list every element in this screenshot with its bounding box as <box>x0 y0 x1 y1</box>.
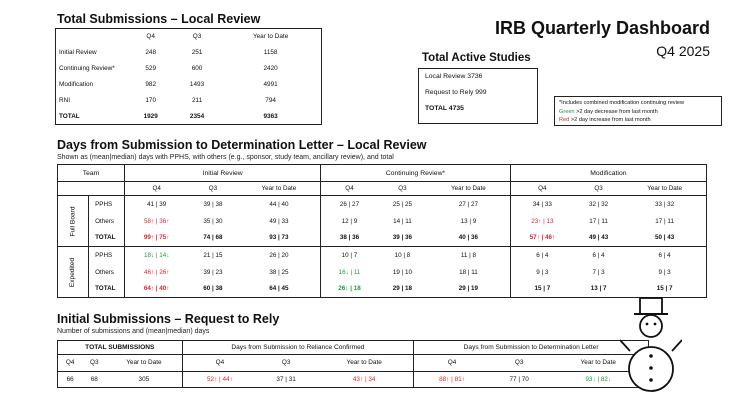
col-q3: Q3 <box>188 182 237 196</box>
table-cell: 7 | 3 <box>592 268 605 276</box>
table-cell: 6 | 4 <box>510 247 574 264</box>
table-cell: 26 | 27 <box>321 196 378 213</box>
table-cell: 29 | 19 <box>458 285 479 293</box>
table-cell: 13 | 7 <box>590 285 607 293</box>
local-review-title: Total Submissions – Local Review <box>57 12 261 26</box>
col-q4: Q4 <box>321 182 378 196</box>
note-red-word: Red <box>559 117 570 123</box>
table-cell: 88↑ | 81↑ <box>414 371 490 387</box>
table-cell: 39 | 38 <box>203 200 223 208</box>
header-q4: Q4 <box>146 33 155 41</box>
cell-q4: 1929 <box>143 112 158 120</box>
table-cell: 39 | 23 <box>203 268 223 276</box>
days-title: Days from Submission to Determination Letter – Local Review <box>57 138 427 152</box>
table-cell: 52↑ | 44↑ <box>182 371 257 387</box>
table-cell: 14 | 11 <box>393 217 412 225</box>
section-label-text: Expedited <box>69 257 77 287</box>
col-q4: Q4 <box>182 355 257 371</box>
table-row <box>58 264 707 281</box>
note-line-2 <box>559 108 717 117</box>
note-line-1: *Includes combined modification continuing review <box>559 100 684 106</box>
group-initial-review: Initial Review <box>125 165 321 182</box>
col-q3: Q3 <box>257 355 315 371</box>
table-cell: 44 | 40 <box>269 200 289 208</box>
row-label: PPHS <box>95 200 113 208</box>
table-cell: 40 | 36 <box>458 234 479 242</box>
header-ytd: Year to Date <box>252 33 289 41</box>
dashboard-title: IRB Quarterly Dashboard <box>494 18 710 38</box>
table-row-total <box>56 109 322 125</box>
table-cell: 38 | 36 <box>321 230 378 247</box>
rely-title: Initial Submissions – Request to Rely <box>57 312 280 326</box>
cell-ytd: 2420 <box>263 65 278 72</box>
row-label: Others <box>95 217 114 225</box>
table-cell: 11 | 8 <box>427 247 510 264</box>
col-ytd: Year to Date <box>106 355 182 371</box>
cell-q3: 2354 <box>189 112 205 120</box>
col-q4: Q4 <box>58 355 83 371</box>
row-label: Others <box>95 268 114 276</box>
group-modification: Modification <box>510 165 706 182</box>
table-cell: 68 <box>90 375 98 383</box>
table-cell: 15 | 7 <box>656 285 673 293</box>
note-line-3 <box>559 116 717 125</box>
table-cell: 38 | 25 <box>269 268 289 276</box>
cell-q4: 982 <box>145 81 157 88</box>
rely-subtitle: Number of submissions and (mean|median) days <box>57 328 210 335</box>
table-cell: 74 | 68 <box>203 234 223 242</box>
row-label: RNI <box>59 97 71 104</box>
active-local-review: Local Review 3736 <box>425 73 483 80</box>
table-row <box>56 61 322 77</box>
active-studies-title: Total Active Studies <box>422 52 531 64</box>
cell-q3: 211 <box>191 97 203 104</box>
section-label <box>58 196 89 247</box>
table-cell: 15 | 7 <box>510 281 574 298</box>
table-cell: 23↑ | 13 <box>510 213 574 230</box>
table-row <box>58 213 707 230</box>
col-q4: Q4 <box>125 182 189 196</box>
cell-q4: 170 <box>145 97 157 104</box>
row-label: Continuing Review* <box>59 65 115 72</box>
table-cell: 66 <box>66 375 74 383</box>
group-continuing-review: Continuing Review* <box>321 165 511 182</box>
cell-ytd: 9363 <box>263 112 278 120</box>
table-cell: 27 | 27 <box>458 200 478 208</box>
table-cell: 77 | 70 <box>509 375 529 383</box>
group-header-row <box>58 341 649 355</box>
col-q3: Q3 <box>574 182 623 196</box>
team-header: Team <box>58 165 125 182</box>
table-cell: 35 | 30 <box>203 217 223 225</box>
table-cell: 10 | 7 <box>321 247 378 264</box>
table-cell: 58↑ | 36↑ <box>125 213 189 230</box>
table-cell: 93↓ | 82↓ <box>585 375 612 383</box>
table-cell: 33 | 32 <box>655 200 675 208</box>
cell-ytd: 1158 <box>263 49 278 56</box>
table-cell: 49 | 33 <box>269 217 289 225</box>
col-q3: Q3 <box>378 182 427 196</box>
table-cell: 99↑ | 75↑ <box>125 230 189 247</box>
row-label: Modification <box>59 81 94 88</box>
table-cell: 64↑ | 40↑ <box>125 281 189 298</box>
col-ytd: Year to Date <box>427 182 510 196</box>
group-total-submissions: TOTAL SUBMISSIONS <box>58 341 183 355</box>
days-subtitle: Shown as (mean|median) days with PPHS, with others (e.g., sponsor, study team, ancillary review), and total <box>57 154 394 161</box>
dashboard-period: Q4 2025 <box>656 43 710 59</box>
table-row-total <box>58 281 707 298</box>
cell-q3: 251 <box>191 49 203 56</box>
rely-table <box>57 340 649 388</box>
group-reliance-confirmed: Days from Submission to Reliance Confirmed <box>182 341 414 355</box>
local-review-table <box>55 28 322 125</box>
table-row <box>58 371 649 387</box>
col-ytd: Year to Date <box>315 355 414 371</box>
team-blank <box>58 182 125 196</box>
table-row <box>56 77 322 93</box>
cell-ytd: 4991 <box>263 81 278 88</box>
group-determination-letter: Days from Submission to Determination Letter <box>414 341 649 355</box>
row-label: PPHS <box>89 247 125 264</box>
days-table <box>57 164 707 298</box>
table-cell: 49 | 43 <box>588 234 609 242</box>
cell-q4: 248 <box>145 49 157 56</box>
table-row <box>56 93 322 109</box>
table-cell: 50 | 43 <box>654 234 675 242</box>
col-q4: Q4 <box>510 182 574 196</box>
cell-q3: 1493 <box>189 81 205 88</box>
table-row <box>58 196 707 213</box>
col-q3: Q3 <box>82 355 106 371</box>
header-q3: Q3 <box>192 33 202 41</box>
row-label: TOTAL <box>59 112 80 120</box>
table-cell: 37 | 31 <box>276 375 296 383</box>
table-row <box>58 247 707 264</box>
table-header-row <box>56 29 322 45</box>
col-q3: Q3 <box>490 355 549 371</box>
table-cell: 32 | 32 <box>589 200 609 208</box>
active-studies-box <box>418 68 538 124</box>
table-cell: 18 | 11 <box>459 268 478 276</box>
table-cell: 21 | 15 <box>188 247 237 264</box>
group-header-row <box>58 165 707 182</box>
table-cell: 43↑ | 34 <box>352 375 376 383</box>
col-ytd: Year to Date <box>238 182 321 196</box>
table-cell: 46↑ | 26↑ <box>125 264 189 281</box>
note-red-text: >2 day increase from last month <box>569 117 651 123</box>
table-cell: 16↓ | 11 <box>321 264 378 281</box>
cell-q4: 529 <box>145 65 157 72</box>
table-cell: 60 | 38 <box>203 285 223 293</box>
table-cell: 26 | 20 <box>238 247 321 264</box>
section-label-text: Full Board <box>69 205 77 237</box>
table-cell: 57↑ | 46↑ <box>510 230 574 247</box>
col-q4: Q4 <box>414 355 490 371</box>
row-label: TOTAL <box>95 234 116 242</box>
table-cell: 34 | 33 <box>510 196 574 213</box>
cell-q3: 600 <box>191 65 203 72</box>
column-header-row <box>58 182 707 196</box>
table-cell: 39 | 36 <box>392 234 413 242</box>
note-green-word: Green <box>559 108 575 115</box>
days-table-body <box>58 196 707 298</box>
table-cell: 25 | 25 <box>392 200 412 208</box>
row-label: Initial Review <box>59 49 97 56</box>
section-label <box>58 247 89 298</box>
table-cell: 305 <box>138 375 150 383</box>
col-ytd: Year to Date <box>623 182 706 196</box>
col-ytd: Year to Date <box>549 355 649 371</box>
table-cell: 6 | 4 <box>574 247 623 264</box>
table-cell: 41 | 39 <box>125 196 189 213</box>
table-cell: 26↓ | 18 <box>321 281 378 298</box>
table-cell: 19 | 10 <box>392 268 412 276</box>
snowman-icon <box>620 296 682 396</box>
active-total: TOTAL 4735 <box>425 105 464 112</box>
note-green-text: >2 day decrease from last month <box>574 108 658 115</box>
table-cell: 13 | 9 <box>460 217 477 225</box>
table-cell: 12 | 9 <box>321 213 378 230</box>
table-row <box>56 45 322 61</box>
table-row-total <box>58 230 707 247</box>
table-cell: 10 | 8 <box>378 247 427 264</box>
column-header-row <box>58 355 649 371</box>
table-cell: 93 | 73 <box>269 234 289 242</box>
table-cell: 9 | 3 <box>510 264 574 281</box>
row-label: TOTAL <box>95 285 116 293</box>
table-cell: 64 | 45 <box>269 285 289 293</box>
table-cell: 29 | 18 <box>392 285 413 293</box>
table-cell: 6 | 4 <box>623 247 706 264</box>
table-cell: 17 | 11 <box>655 217 674 225</box>
table-cell: 17 | 11 <box>589 217 608 225</box>
active-request-to-rely: Request to Rely 999 <box>425 89 487 96</box>
legend-note <box>554 96 722 126</box>
table-cell: 9 | 3 <box>658 268 671 276</box>
cell-ytd: 794 <box>265 97 276 104</box>
header-blank <box>56 29 128 45</box>
table-cell: 18↓ | 14↓ <box>125 247 189 264</box>
